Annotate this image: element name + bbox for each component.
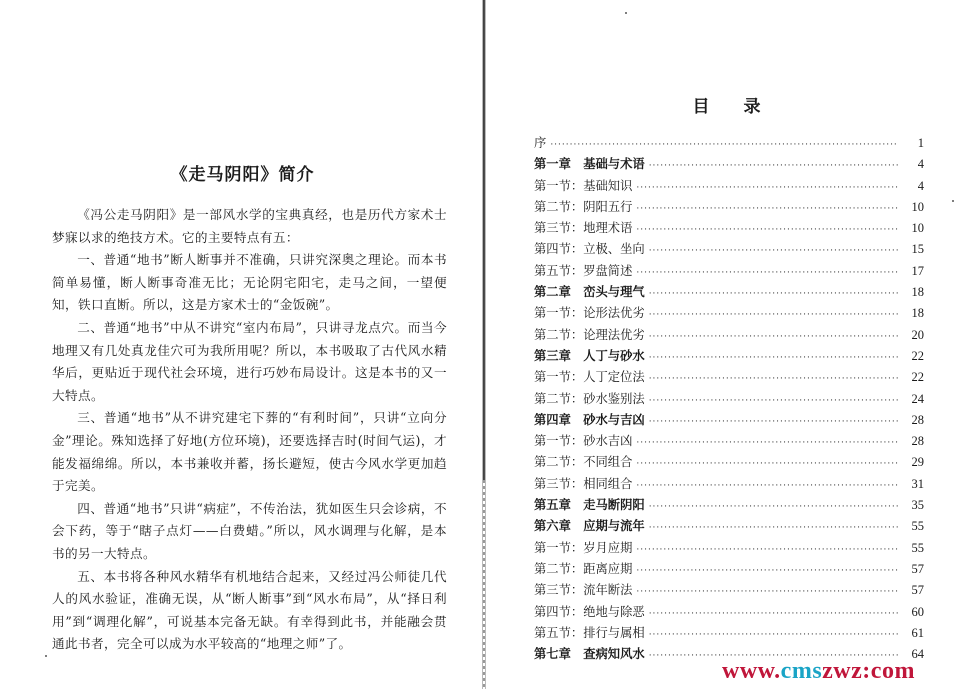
toc-entry-chapter-5[interactable] bbox=[534, 495, 924, 516]
dot-leader bbox=[636, 481, 898, 491]
toc-page-number: 4 bbox=[917, 157, 924, 172]
toc-page-number: 18 bbox=[911, 285, 924, 300]
dot-leader bbox=[649, 374, 898, 384]
toc-page-number: 60 bbox=[911, 604, 924, 619]
toc-entry-section[interactable] bbox=[534, 452, 924, 473]
toc-page-number: 57 bbox=[911, 583, 924, 598]
dot-leader bbox=[649, 396, 898, 406]
toc-page-number: 28 bbox=[911, 412, 924, 427]
dot-leader bbox=[636, 204, 898, 214]
toc-page-number: 18 bbox=[911, 306, 924, 321]
toc-page-number: 4 bbox=[917, 178, 924, 193]
toc-entry-label: 第一节：人丁定位法 bbox=[534, 370, 645, 385]
toc-page-number: 29 bbox=[911, 455, 924, 470]
dot-leader bbox=[636, 459, 898, 469]
scan-speck bbox=[625, 12, 627, 14]
intro-paragraph-point-1: 一、普通“地书”断人断事并不准确，只讲究深奥之理论。而本书简单易懂，断人断事奇准无比；无论阴宅阳宅，走马之间，一望便知，铁口直断。所以，这是方家术士的“金饭碗”。 bbox=[52, 252, 447, 313]
toc-entry-label: 第七章 查病知风水 bbox=[534, 646, 645, 662]
right-page-table-of-contents bbox=[492, 0, 975, 689]
toc-page-number: 10 bbox=[911, 199, 924, 214]
toc-page-number: 17 bbox=[911, 263, 924, 278]
toc-entry-preface[interactable] bbox=[534, 133, 924, 154]
toc-entry-section[interactable] bbox=[534, 176, 924, 197]
toc-entry-chapter-3[interactable] bbox=[534, 346, 924, 367]
toc-entry-label: 第三节：相同组合 bbox=[534, 476, 633, 491]
scan-speck bbox=[45, 655, 47, 657]
dot-leader bbox=[649, 609, 898, 619]
toc-entry-label: 第一节：岁月应期 bbox=[534, 540, 633, 555]
toc-entry-label: 第三节：流年断法 bbox=[534, 583, 633, 598]
toc-entry-section[interactable] bbox=[534, 239, 924, 260]
toc-entry-section[interactable] bbox=[534, 303, 924, 324]
toc-entry-section[interactable] bbox=[534, 197, 924, 218]
toc-page-number: 35 bbox=[911, 498, 924, 513]
toc-page-number: 15 bbox=[911, 242, 924, 257]
toc-entry-section[interactable] bbox=[534, 602, 924, 623]
dot-leader bbox=[550, 140, 898, 150]
dot-leader bbox=[649, 523, 898, 533]
intro-paragraph-overview: 《冯公走马阴阳》是一部风水学的宝典真经，也是历代方家术士梦寐以求的绝技方术。它的主要特点有五： bbox=[52, 207, 447, 245]
dot-leader bbox=[649, 417, 898, 427]
toc-page-number: 61 bbox=[911, 625, 924, 640]
dot-leader bbox=[649, 332, 898, 342]
toc-page-number: 22 bbox=[911, 348, 924, 363]
toc-page-number: 55 bbox=[911, 519, 924, 534]
toc-entry-label: 第四章 砂水与吉凶 bbox=[534, 411, 645, 427]
toc-page-number: 20 bbox=[911, 327, 924, 342]
watermark-text-www: www. bbox=[722, 658, 781, 684]
dot-leader bbox=[649, 161, 898, 171]
toc-page-number: 64 bbox=[911, 647, 924, 662]
dot-leader bbox=[636, 268, 898, 278]
toc-entry-label: 第一节：砂水吉凶 bbox=[534, 434, 633, 449]
toc-entry-section[interactable] bbox=[534, 261, 924, 282]
site-watermark bbox=[722, 658, 915, 685]
toc-entry-label: 第五节：罗盘简述 bbox=[534, 263, 633, 278]
toc-entry-section[interactable] bbox=[534, 389, 924, 410]
toc-entry-label: 第五章 走马断阴阳 bbox=[534, 497, 645, 513]
toc-entry-label: 第二节：砂水鉴别法 bbox=[534, 391, 645, 406]
toc-entry-chapter-4[interactable] bbox=[534, 410, 924, 431]
toc-entry-label: 第二节：阴阳五行 bbox=[534, 199, 633, 214]
toc-entry-label: 第二章 峦头与理气 bbox=[534, 284, 645, 300]
toc-page-number: 57 bbox=[911, 561, 924, 576]
intro-paragraph-point-3: 三、普通“地书”从不讲究建宅下葬的“有利时间”，只讲“立向分金”理论。殊知选择了好地(方位环境)，还要选择吉时(时间气运)，才能发福绵绵。所以，本书兼收并蓄，扬长避短，使古今风水学更加趋于完美。 bbox=[52, 410, 447, 494]
toc-entry-section[interactable] bbox=[534, 623, 924, 644]
toc-entry-label: 第一节：基础知识 bbox=[534, 178, 633, 193]
toc-page-number: 1 bbox=[917, 136, 924, 150]
dot-leader bbox=[636, 183, 898, 193]
dot-leader bbox=[636, 566, 898, 576]
toc-page-number: 22 bbox=[911, 370, 924, 385]
introduction-body bbox=[52, 204, 447, 656]
dot-leader bbox=[649, 353, 898, 363]
toc-list bbox=[534, 133, 924, 665]
toc-entry-chapter-6[interactable] bbox=[534, 516, 924, 537]
dot-leader bbox=[649, 289, 898, 299]
toc-entry-label: 第四节：绝地与除恶 bbox=[534, 604, 645, 619]
dot-leader bbox=[649, 246, 898, 256]
dot-leader bbox=[636, 545, 898, 555]
dot-leader bbox=[636, 438, 898, 448]
toc-entry-label: 第二节：论理法优劣 bbox=[534, 327, 645, 342]
left-page-introduction bbox=[0, 0, 485, 689]
toc-page-number: 55 bbox=[911, 540, 924, 555]
toc-page-number: 10 bbox=[911, 221, 924, 236]
toc-entry-label: 第四节：立极、坐向 bbox=[534, 242, 645, 257]
toc-entry-label: 第一节：论形法优劣 bbox=[534, 306, 645, 321]
toc-entry-label: 第二节：距离应期 bbox=[534, 561, 633, 576]
watermark-text-domain: zwz:com bbox=[822, 658, 915, 684]
toc-entry-label: 第二节：不同组合 bbox=[534, 455, 633, 470]
dot-leader bbox=[649, 310, 898, 320]
toc-entry-label: 第五节：排行与属相 bbox=[534, 625, 645, 640]
toc-page-number: 28 bbox=[911, 434, 924, 449]
toc-page-number: 24 bbox=[911, 391, 924, 406]
intro-paragraph-point-5: 五、本书将各种风水精华有机地结合起来，又经过冯公师徒几代人的风水验证，准确无误，从“断人断事”到“风水布局”，从“择日利用”到“调理化解”，可说基本完备无缺。有幸得到此书，并能融会贯通此书者，完全可以成为水平较高的“地理之师”了。 bbox=[52, 568, 447, 652]
toc-entry-section[interactable] bbox=[534, 325, 924, 346]
toc-entry-section[interactable] bbox=[534, 218, 924, 239]
dot-leader bbox=[649, 502, 898, 512]
toc-entry-section[interactable] bbox=[534, 559, 924, 580]
intro-paragraph-point-2: 二、普通“地书”中从不讲究“室内布局”，只讲寻龙点穴。而当今地理又有几处真龙佳穴可为我所用呢？所以，本书吸取了古代风水精华后，更贴近于现代社会环境，进行巧妙布局设计。这是本书的又一大特点。 bbox=[52, 319, 447, 403]
dot-leader bbox=[636, 225, 898, 235]
toc-title: 目 录 bbox=[692, 97, 775, 117]
toc-entry-section[interactable] bbox=[534, 431, 924, 452]
toc-entry-section[interactable] bbox=[534, 474, 924, 495]
toc-entry-section[interactable] bbox=[534, 367, 924, 388]
gutter-shadow bbox=[483, 480, 485, 689]
intro-paragraph-point-4: 四、普通“地书”只讲“病症”，不传治法，犹如医生只会诊病，不会下药，等于“瞎子点灯——白费蜡。”所以，风水调理与化解，是本书的另一大特点。 bbox=[52, 500, 447, 561]
toc-entry-label: 第三章 人丁与砂水 bbox=[534, 347, 645, 363]
toc-entry-label: 序 bbox=[534, 136, 547, 150]
watermark-text-cms: cms bbox=[780, 658, 823, 684]
toc-page-number: 31 bbox=[911, 476, 924, 491]
dot-leader bbox=[649, 630, 898, 640]
toc-entry-label: 第三节：地理术语 bbox=[534, 221, 633, 236]
toc-entry-section[interactable] bbox=[534, 580, 924, 601]
toc-entry-chapter-1[interactable] bbox=[534, 154, 924, 175]
toc-entry-label: 第六章 应期与流年 bbox=[534, 518, 645, 534]
toc-entry-section[interactable] bbox=[534, 538, 924, 559]
toc-entry-label: 第一章 基础与术语 bbox=[534, 156, 645, 172]
dot-leader bbox=[636, 587, 898, 597]
toc-entry-chapter-2[interactable] bbox=[534, 282, 924, 303]
introduction-title: 《走马阴阳》简介 bbox=[170, 165, 315, 185]
scan-speck bbox=[952, 200, 954, 202]
